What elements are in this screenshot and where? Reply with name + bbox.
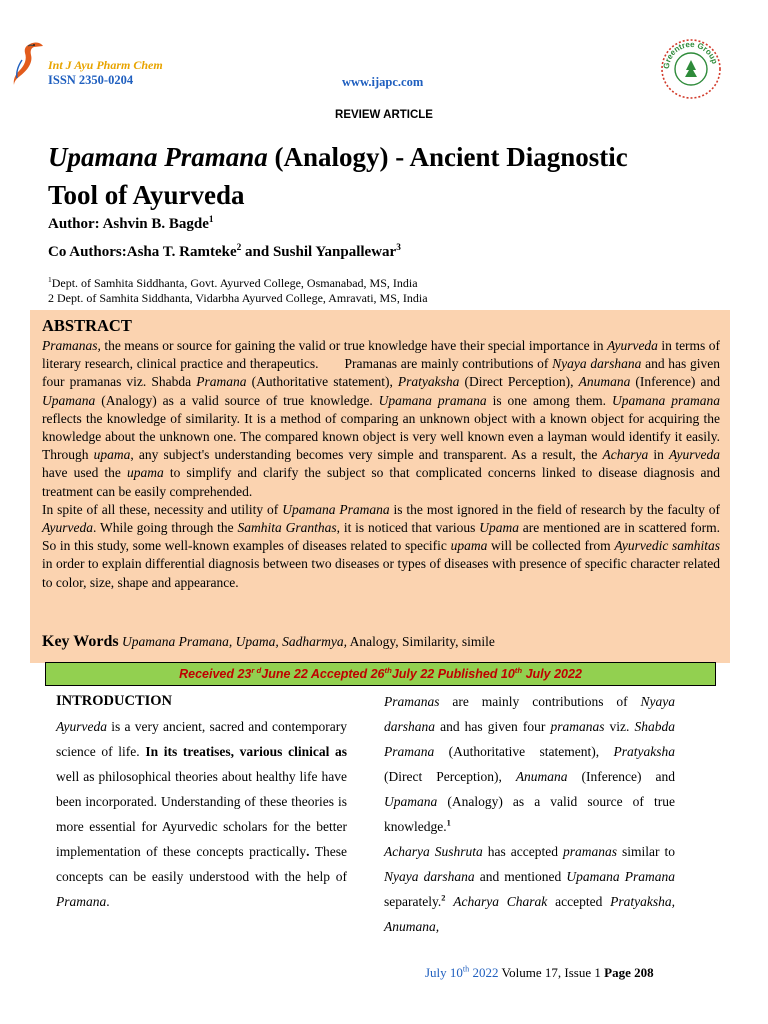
affiliation-2: 2 Dept. of Samhita Siddhanta, Vidarbha Ayurved College, Amravati, MS, India [48,291,428,305]
accepted-date: June 22 Accepted 26 [261,667,385,681]
keywords-italic: Upamana Pramana, Upama, Sadharmya, [121,634,347,649]
published-sup: th [514,665,523,675]
footer-volume: Volume 17, Issue 1 [498,965,605,980]
greentree-seal-icon [660,38,722,100]
coauthor-sup-1: 2 [236,243,242,253]
article-title [48,138,738,214]
abstract-paragraph-2: In spite of all these, necessity and utility of Upamana Pramana is the most ignored in the field of research by the faculty of Ayurveda. While going through the Samhita Granthas, it is noticed that various Upama are mentioned are in scattered form. So in this study, some well-known examples of diseases related to specific upama will be collected from Ayurvedic samhitas in order to explain differential diagnosis between two diseases or types of diseases with presence of specific character related to color, size, shape and appearance. [42,501,721,590]
website-link[interactable]: www.ijapc.com [342,75,424,89]
accepted-sup: th [384,665,392,675]
page-footer [425,965,654,981]
published-month: July 2022 [522,667,582,681]
abstract-heading: ABSTRACT [42,316,132,335]
received-date: Received 23 [179,667,252,681]
author-line [48,216,214,233]
published-date: July 22 Published 10 [391,667,515,681]
coauthor-name-1: Co Authors:Asha T. Ramteke [48,244,237,260]
footer-year: 2022 [469,965,499,980]
title-rest: (Analogy) - Ancient Diagnostic [267,142,628,172]
affiliation-1-sup: 1 [48,275,52,284]
abstract-paragraph-1: Pramanas, the means or source for gaining the valid or true knowledge have their special importance in Ayurveda in terms of literary research, clinical practice and therapeutics. Pramanas are mainly contributions of Nyaya darshana and has given four pramanas viz. Shabda Pramana (Authoritative statement), Pratyaksha (Direct Perception), Anumana (Inference) and Upamana (Analogy) as a valid source of true knowledge. Upamana pramana is one among them. Upamana pramana reflects the knowledge of similarity. It is a method of comparing an unknown object with a known object for acquiring the knowledge about the unknown one. The compared known object is very well known even a layman would identify it easily. Through upama, any subject's understanding becomes very simple and transparent. As a result, the Acharya in Ayurveda have used the upama to simplify and clarify the subject so that complicated concerns linked to disease diagnosis and treatment can be easily comprehended. [42,338,721,499]
author-sup: 1 [208,215,214,225]
footer-date-sup: th [462,964,470,974]
body-column-right [384,689,675,939]
seal-text: Greentree Group [661,39,720,70]
title-line2: Tool of Ayurveda [48,180,245,210]
journal-name: Int J Ayu Pharm Chem [48,58,163,72]
footer-page-number: Page 208 [604,965,654,980]
sushruta-paragraph: Acharya Sushruta has accepted pramanas similar to Nyaya darshana and mentioned Upamana Pramana separately.$^2$ Acharya Charak accepted Pratyaksha, Anumana, [384,844,676,934]
keywords [42,633,720,651]
introduction-heading: INTRODUCTION [56,693,173,709]
pramanas-paragraph: Pramanas are mainly contributions of Nyaya darshana and has given four pramanas viz. Shabda Pramana (Authoritative statement), Pratyaksha (Direct Perception), Anumana (Inference) and Upamana (Analogy) as a valid source of true knowledge.$^1$ [384,694,675,834]
coauthor-sup-2: 3 [396,243,401,253]
footer-date: July 10 [425,965,463,980]
title-italic: Upamana Pramana [48,142,268,172]
article-type: REVIEW ARTICLE [335,109,433,121]
heron-bird-logo-icon [10,40,46,86]
introduction-paragraph: Ayurveda is a very ancient, sacred and contemporary science of life. In its treatises, various clinical as well as philosophical theories about healthy life have been incorporated. Understanding of these theories is more essential for Ayurvedic scholars for the better implementation of these concepts practically. These concepts can be easily understood with the help of Pramana. [56,719,347,909]
received-dates-bar [45,662,716,686]
abstract-body [42,337,720,592]
keywords-label: Key Words [42,633,119,650]
coauthors-line [48,244,401,261]
received-sup: r d [251,665,262,675]
body-column-left [56,689,347,914]
author-name: Author: Ashvin B. Bagde [48,216,209,232]
affiliation-1 [48,276,418,291]
affiliation-1-text: Dept. of Samhita Siddhanta, Govt. Ayurved College, Osmanabad, MS, India [51,276,418,290]
issn: ISSN 2350-0204 [48,73,134,87]
keywords-plain: Analogy, Similarity, simile [346,634,495,649]
coauthor-name-2: and Sushil Yanpallewar [241,244,397,260]
